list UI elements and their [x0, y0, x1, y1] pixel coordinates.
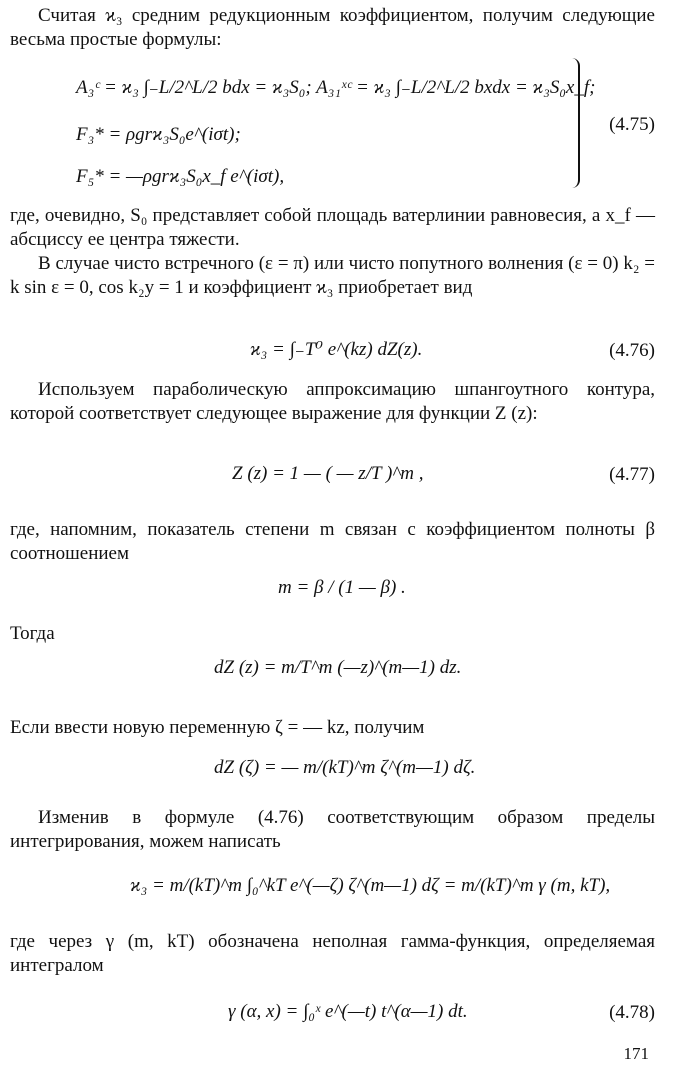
paragraph-new-variable: Если ввести новую переменную ζ = — kz, получим: [10, 717, 425, 738]
equation-4-77-formula: Z (z) = 1 — ( — z/T )^m ,: [232, 463, 424, 484]
paragraph-limits: Изменив в формуле (4.76) соответствующим образом пределы интегрирования, можем написать: [10, 807, 655, 852]
equation-4-77: [0, 458, 685, 492]
paragraph-then: Тогда: [10, 623, 55, 644]
right-brace: [568, 58, 580, 188]
equation-m-formula: m = β / (1 — β) .: [278, 577, 406, 598]
paragraph-intro: Считая ϰ₃ средним редукционным коэффициентом, получим следующие весьма простые формулы:: [10, 5, 655, 50]
equation-f3: F₃* = ρgrϰ₃S₀e^(iσt);: [76, 124, 241, 145]
equation-k3-formula: ϰ₃ = m/(kT)^m ∫₀^kT e^(—ζ) ζ^(m—1) dζ = m/(kT)^m γ (m, kT),: [130, 875, 611, 896]
equation-dzeta: [0, 752, 685, 786]
equation-dz-formula: dZ (z) = m/T^m (—z)^(m—1) dz.: [214, 657, 462, 678]
paragraph-gamma: где через γ (m, kT) обозначена неполная гамма-функция, определяемая интегралом: [10, 931, 655, 976]
paragraph-wave-case: В случае чисто встречного (ε = π) или чисто попутного волнения (ε = 0) k₂ = k sin ε = 0, cos k₂y = 1 и коэффициент ϰ₃ приобретает вид: [10, 253, 655, 298]
paragraph-parabolic: Используем параболическую аппроксимацию шпангоутного контура, которой соответствует следующее выражение для функции Z (z):: [10, 379, 655, 424]
equation-a3: A₃ᶜ = ϰ₃ ∫₋L/2^L/2 bdx = ϰ₃S₀; A₃₁ˣᶜ = ϰ₃ ∫₋L/2^L/2 bxdx = ϰ₃S₀x_f;: [76, 77, 596, 98]
equation-dz: [0, 652, 685, 686]
equation-number-4-78: (4.78): [609, 1002, 655, 1023]
paragraph-exponent: где, напомним, показатель степени m связан с коэффициентом полноты β соотношением: [10, 519, 655, 564]
equation-m: [0, 570, 685, 604]
page-number: 171: [623, 1044, 649, 1063]
equation-4-78-formula: γ (α, x) = ∫₀ˣ e^(—t) t^(α—1) dt.: [228, 1001, 468, 1022]
equation-f5: F₅* = —ρgrϰ₃S₀x_f e^(iσt),: [76, 166, 285, 187]
equation-number-4-75: (4.75): [609, 114, 655, 135]
paragraph-s0-definition: где, очевидно, S₀ представляет собой площадь ватерлинии равновесия, а x_f — абсциссу ее центра тяжести.: [10, 205, 655, 250]
equation-4-76-formula: ϰ₃ = ∫₋T⁰ e^(kz) dZ(z).: [250, 339, 423, 360]
equation-k3: [0, 868, 685, 902]
equation-4-78: [0, 996, 685, 1030]
equation-dzeta-formula: dZ (ζ) = — m/(kT)^m ζ^(m—1) dζ.: [214, 757, 476, 778]
equation-4-76: [0, 334, 685, 368]
equation-number-4-76: (4.76): [609, 340, 655, 361]
equation-number-4-77: (4.77): [609, 464, 655, 485]
